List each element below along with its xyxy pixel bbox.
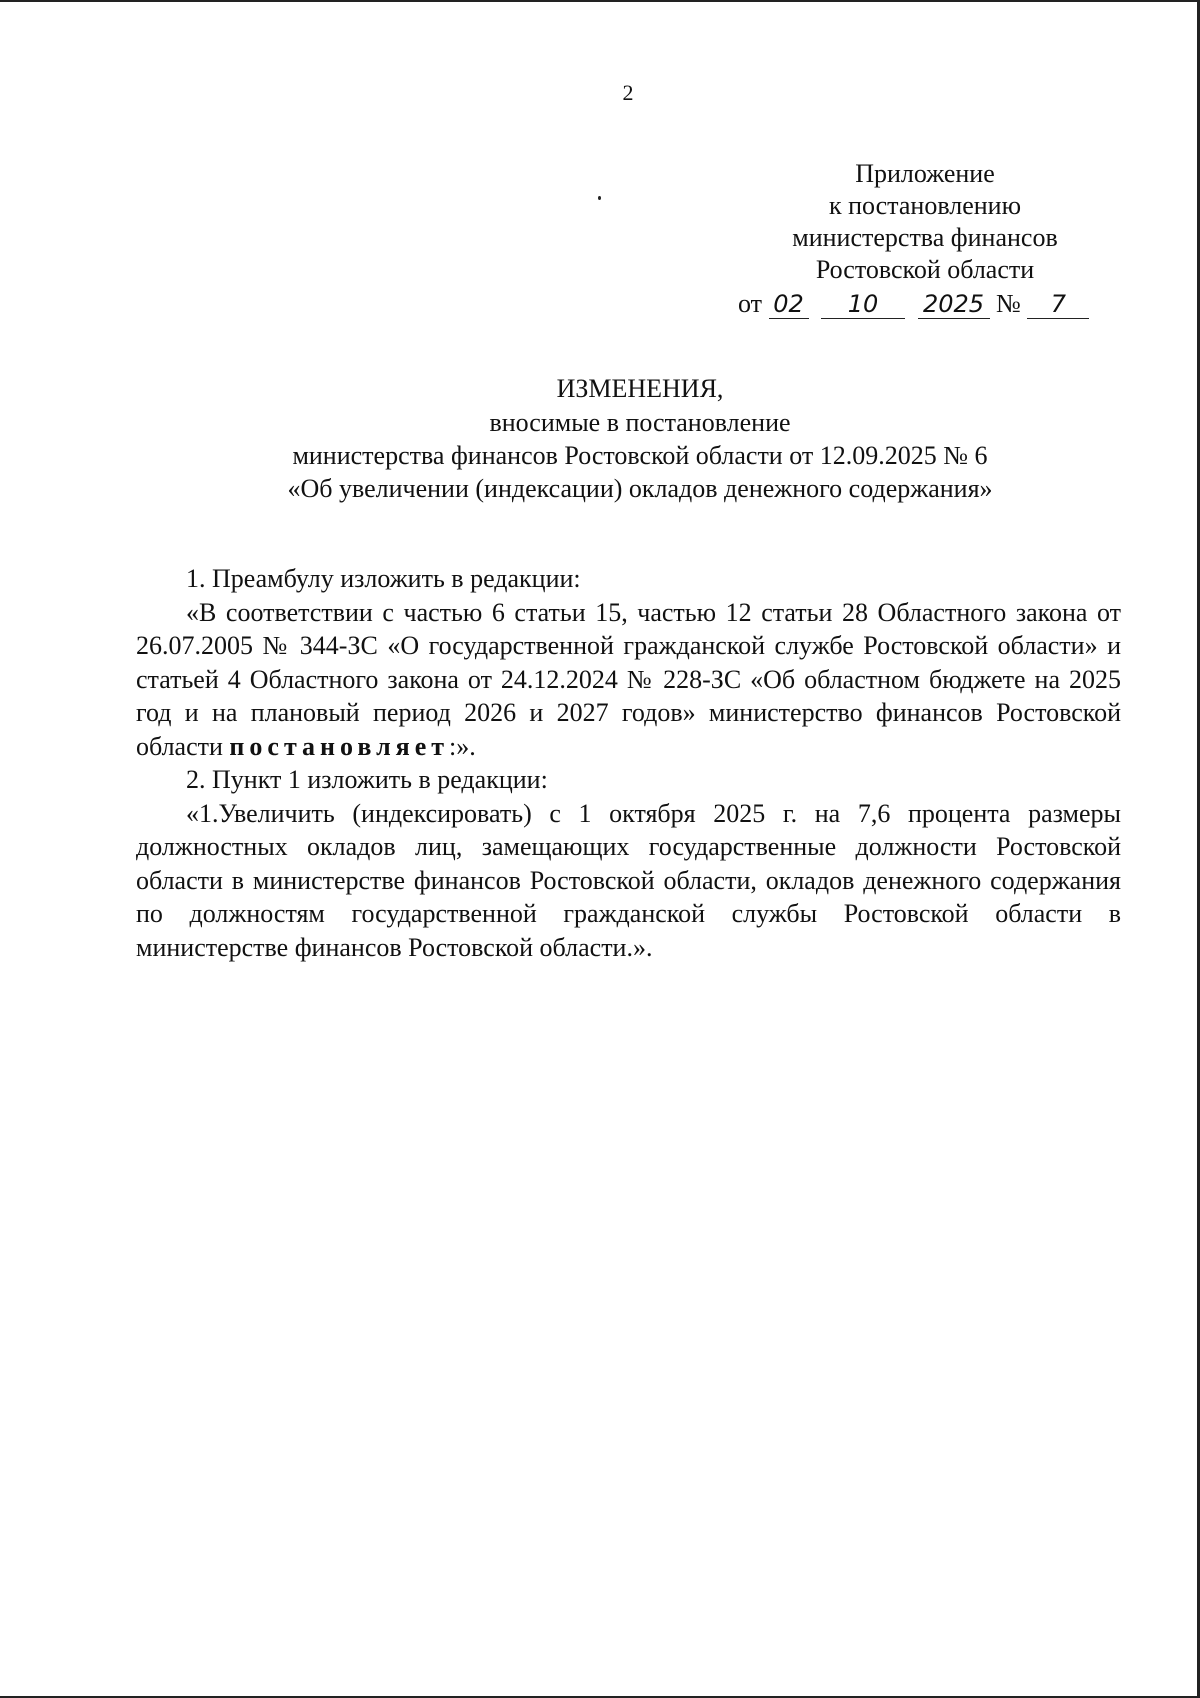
item-2-text: «1.Увеличить (индексировать) с 1 октября 2025 г. на 7,6 процента размеры должностных окладов лиц, замещающих государственные должности Ростовской области в министерстве финансов Ростовской области, окладов денежного содержания по должностям государственной гражданской службы Ростовской области в министерстве финансов Ростовской области.». [136,798,1121,962]
document-body [136,562,1121,964]
item-1-title: 1. Преамбулу изложить в редакции: [186,564,581,593]
document-title: ИЗМЕНЕНИЯ, [556,374,724,403]
appendix-line-1: Приложение [855,159,995,188]
heading-line-1: вносимые в постановление [489,408,791,437]
item-2-title: 2. Пункт 1 изложить в редакции: [186,765,548,794]
scan-speck [598,196,601,200]
heading-line-3: «Об увеличении (индексации) окладов денежного содержания» [287,474,993,503]
appendix-line-3: министерства финансов [792,223,1058,252]
appendix-block [740,158,1110,286]
appendix-line-2: к постановлению [828,191,1022,220]
item-1-text [136,596,1121,764]
date-day: 02 [769,290,809,319]
appendix-line-4: Ростовской области [815,255,1035,284]
date-prefix: от [738,289,763,318]
date-month: 10 [821,290,905,319]
heading-line-2: министерства финансов Ростовской области от 12.09.2025 № 6 [292,441,988,470]
decree-date-line [738,289,1089,319]
page-number: 2 [622,80,634,105]
decree-number: 7 [1027,290,1089,319]
item-1-keyword: постановляет [229,731,450,761]
item-1-text-end: :». [449,731,476,761]
number-sign: № [996,289,1021,318]
date-year: 2025 [918,290,990,319]
item-1-text-main: «В соответствии с частью 6 статьи 15, частью 12 статьи 28 Областного закона от 26.07.2005 № 344-ЗС «О государственной гражданской службе Ростовской области» и статьей 4 Областного закона от 24.12.2024 № 228-ЗС «Об областном бюджете на 2025 год и на плановый период 2026 и 2027 годов» министерство финансов Ростовской области [136,597,1121,761]
document-heading [140,372,1140,505]
